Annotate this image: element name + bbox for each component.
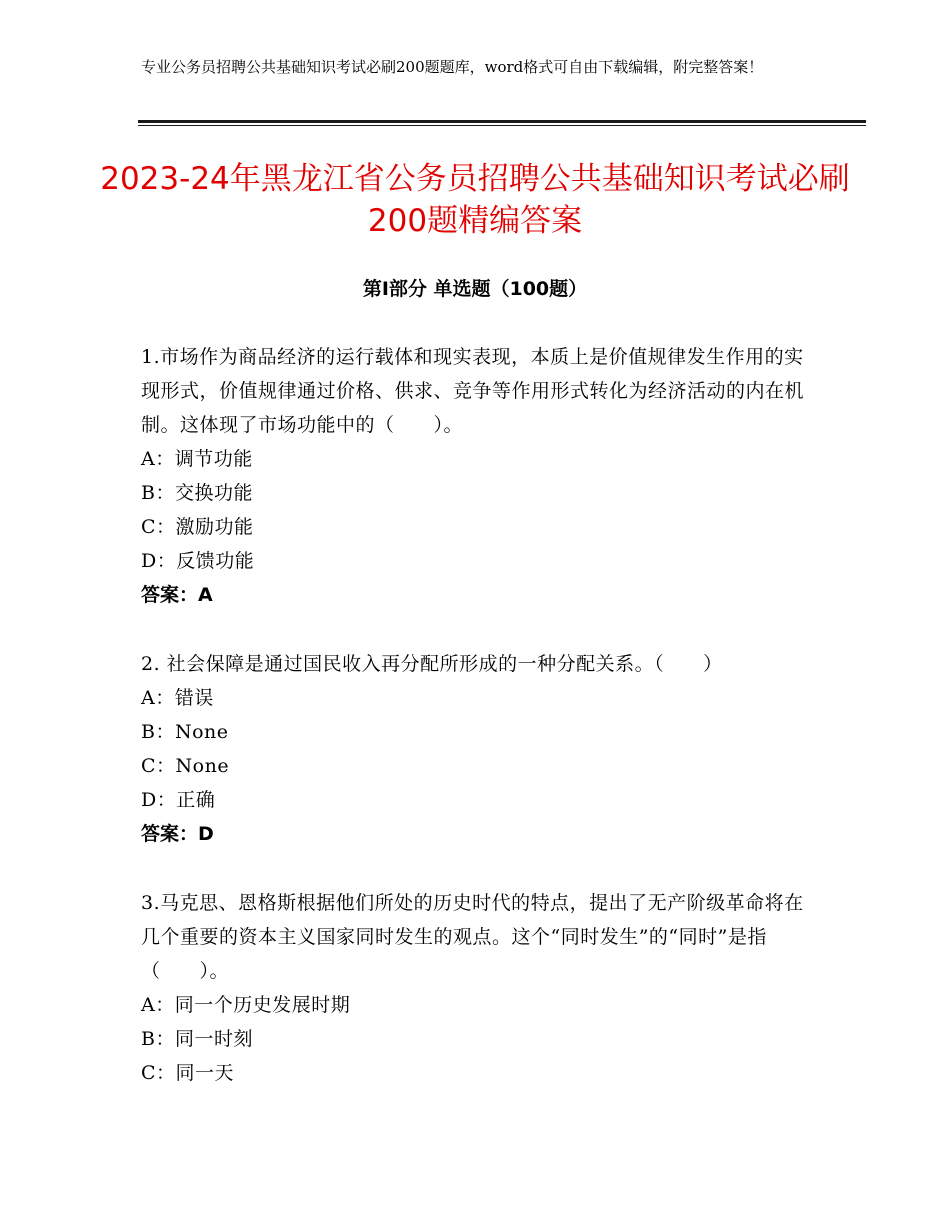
question-option-b: B：交换功能 bbox=[141, 482, 253, 504]
question-option-c: C：同一天 bbox=[141, 1062, 235, 1084]
question-option-b: B：同一时刻 bbox=[141, 1028, 253, 1050]
question-option-c: C：None bbox=[141, 755, 230, 777]
question-stem: 3.马克思、恩格斯根据他们所处的历史时代的特点，提出了无产阶级革命将在几个重要的资本主义国家同时发生的观点。这个“同时发生”的“同时”是指（ ）。 bbox=[141, 892, 804, 982]
question-option-c: C：激励功能 bbox=[141, 516, 254, 538]
question-option-a: A：错误 bbox=[141, 687, 214, 709]
section-heading: 第Ⅰ部分 单选题（100题） bbox=[362, 278, 588, 300]
question-option-a: A：调节功能 bbox=[141, 448, 253, 470]
question-2 bbox=[141, 647, 806, 851]
question-1 bbox=[141, 340, 806, 612]
question-option-d: D：反馈功能 bbox=[141, 550, 255, 572]
question-stem: 2. 社会保障是通过国民收入再分配所形成的一种分配关系。（ ） bbox=[141, 653, 723, 675]
question-3 bbox=[141, 886, 806, 1090]
question-option-d: D：正确 bbox=[141, 789, 216, 811]
question-answer: 答案：D bbox=[141, 823, 214, 845]
document-title: 2023-24年黑龙江省公务员招聘公共基础知识考试必刷200题精编答案 bbox=[100, 161, 850, 239]
question-option-b: B：None bbox=[141, 721, 229, 743]
question-answer: 答案：A bbox=[141, 584, 213, 606]
header-rule-thick bbox=[138, 120, 866, 123]
question-option-a: A：同一个历史发展时期 bbox=[141, 994, 351, 1016]
question-stem: 1.市场作为商品经济的运行载体和现实表现，本质上是价值规律发生作用的实现形式，价值规律通过价格、供求、竞争等作用形式转化为经济活动的内在机制。这体现了市场功能中的（ ）。 bbox=[141, 346, 805, 436]
header-note: 专业公务员招聘公共基础知识考试必刷200题题库，word格式可自由下载编辑，附完整答案！ bbox=[141, 58, 764, 76]
header-rule-thin bbox=[138, 125, 866, 126]
